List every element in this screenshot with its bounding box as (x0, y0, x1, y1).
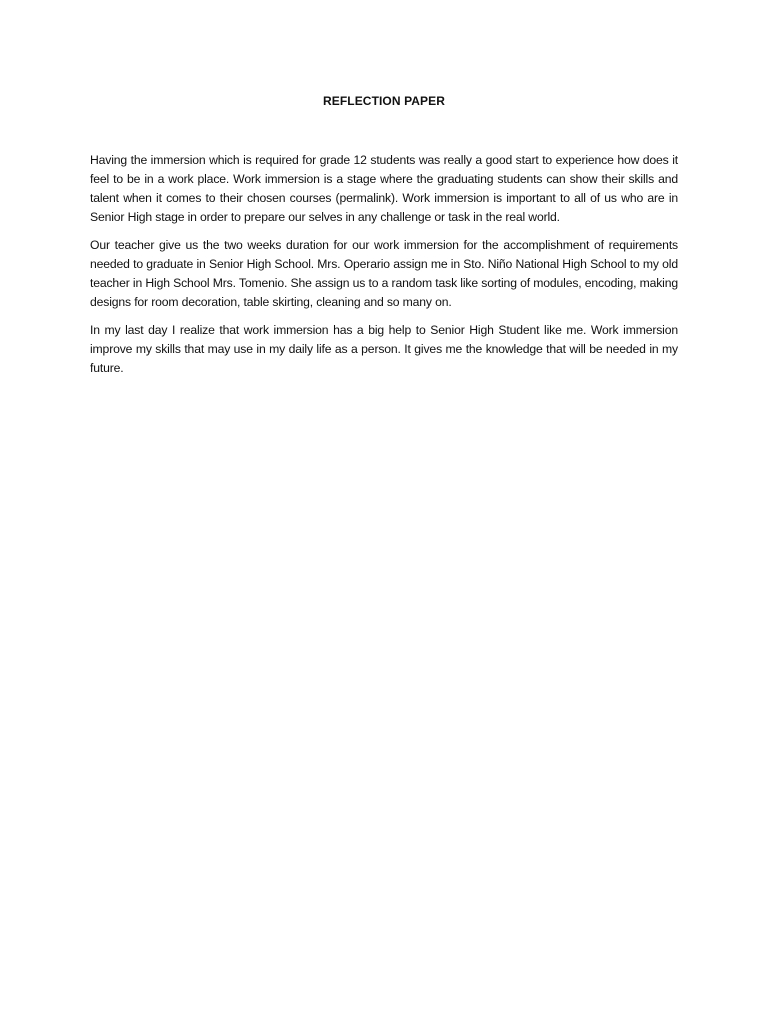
document-body (90, 151, 678, 387)
paragraph-1: Having the immersion which is required for grade 12 students was really a good start to experience how does it feel to be in a work place. Work immersion is a stage where the graduating students can show their skills and talent when it comes to their chosen courses (permalink). Work immersion is important to all of us who are in Senior High stage in order to prepare our selves in any challenge or task in the real world. (90, 153, 678, 224)
paragraph-2: Our teacher give us the two weeks duration for our work immersion for the accomplishment of requirements needed to graduate in Senior High School. Mrs. Operario assign me in Sto. Niño National High School to my old teacher in High School Mrs. Tomenio. She assign us to a random task like sorting of modules, encoding, making designs for room decoration, table skirting, cleaning and so many on. (90, 238, 678, 309)
document-title: REFLECTION PAPER (322, 94, 446, 108)
paragraph-3: In my last day I realize that work immersion has a big help to Senior High Student like me. Work immersion improve my skills that may use in my daily life as a person. It gives me the knowledge that will be needed in my future. (90, 323, 678, 375)
